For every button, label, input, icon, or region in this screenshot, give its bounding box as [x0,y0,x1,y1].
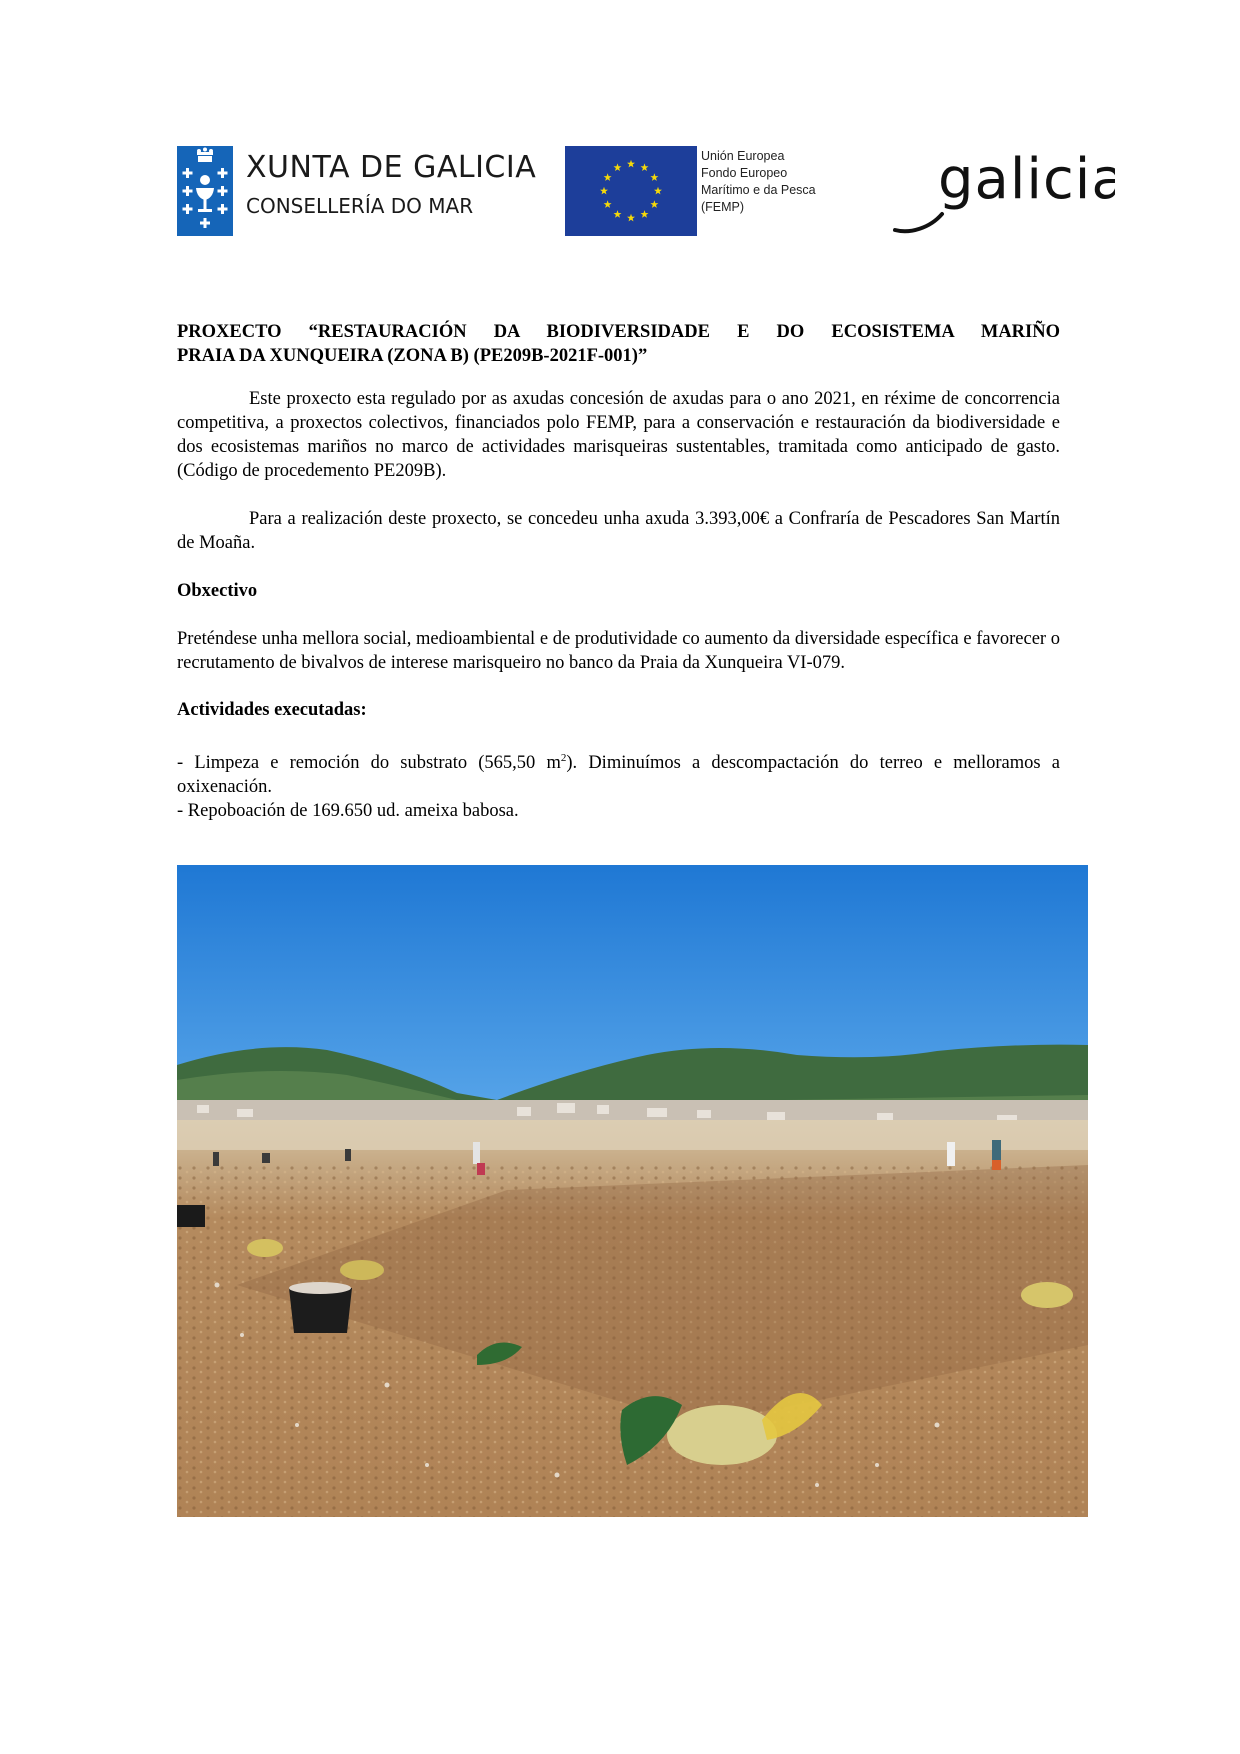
title-line-2: PRAIA DA XUNQUEIRA (ZONA B) (PE209B-2021F-001)” [177,346,648,366]
xunta-shield-icon [177,146,233,236]
xunta-logo [177,146,537,238]
eu-text [701,148,816,216]
xunta-subtitle: CONSELLERÍA DO MAR [246,194,474,218]
eu-star-icon [627,214,635,222]
clam-bag [340,1260,384,1280]
eu-star-icon [614,163,622,171]
eu-star-icon [627,160,635,168]
eu-text-line: Marítimo e da Pesca [701,183,816,197]
funding-paragraph: Para a realización deste proxecto, se concedeu unha axuda 3.393,00€ a Confraría de Pescadores San Martín de Moaña. [177,509,1060,553]
objective-paragraph: Preténdese unha mellora social, medioambiental e de produtividade co aumento da diversidade específica e favorecer o recrutamento de bivalvos de interese marisqueiro no banco da Praia da Xunqueira VI-079. [177,629,1060,673]
clam-bag [1021,1282,1073,1308]
activity-item [177,746,1060,799]
activities-list [177,746,1060,823]
eu-star-icon [641,163,649,171]
title-line-1: PROXECTO “RESTAURACIÓN DA BIODIVERSIDADE E DO ECOSISTEMA MARIÑO [177,322,1060,342]
eu-flag-icon [565,146,697,236]
superscript: 2 [560,752,567,764]
eu-star-icon [600,187,608,195]
eu-text-line: (FEMP) [701,200,745,214]
xunta-title: XUNTA DE GALICIA [246,150,537,185]
eu-star-icon [641,210,649,218]
eu-star-icon [650,173,658,181]
activity-text: ). Diminuímos a descompactación do terreo e melloramos a oxixenación. [177,753,1060,798]
eu-text-line: Unión Europea [701,149,785,163]
intro-paragraph: Este proxecto esta regulado por as axudas concesión de axudas para o ano 2021, en réxime de concorrencia competitiva, a proxectos colectivos, financiados polo FEMP, para a conservación e restauración da biodiversidade e dos ecosistemas mariños no marco de actividades marisqueiras sustentables, tramitada como anticipado de gasto.(Código de procedemento PE209B). [177,389,1060,481]
eu-star-icon [650,200,658,208]
eu-femp-logo [565,146,835,238]
objective-heading: Obxectivo [177,581,258,601]
galicia-logo [890,148,1115,238]
basket [177,1205,205,1227]
beach-photo [177,865,1088,1517]
eu-star-icon [604,173,612,181]
activity-text: - Limpeza e remoción do substrato (565,50 m [177,753,561,774]
activity-item: - Repoboación de 169.650 ud. ameixa babosa. [177,801,519,822]
document-title [177,320,1060,368]
clam-bag [247,1239,283,1257]
eu-star-icon [654,187,662,195]
activities-heading: Actividades executadas: [177,700,367,720]
eu-star-icon [614,210,622,218]
basket [289,1288,352,1333]
galicia-logo-text: galicia [938,148,1115,212]
eu-star-icon [604,200,612,208]
clam-bag [667,1405,777,1465]
eu-text-line: Fondo Europeo [701,166,788,180]
